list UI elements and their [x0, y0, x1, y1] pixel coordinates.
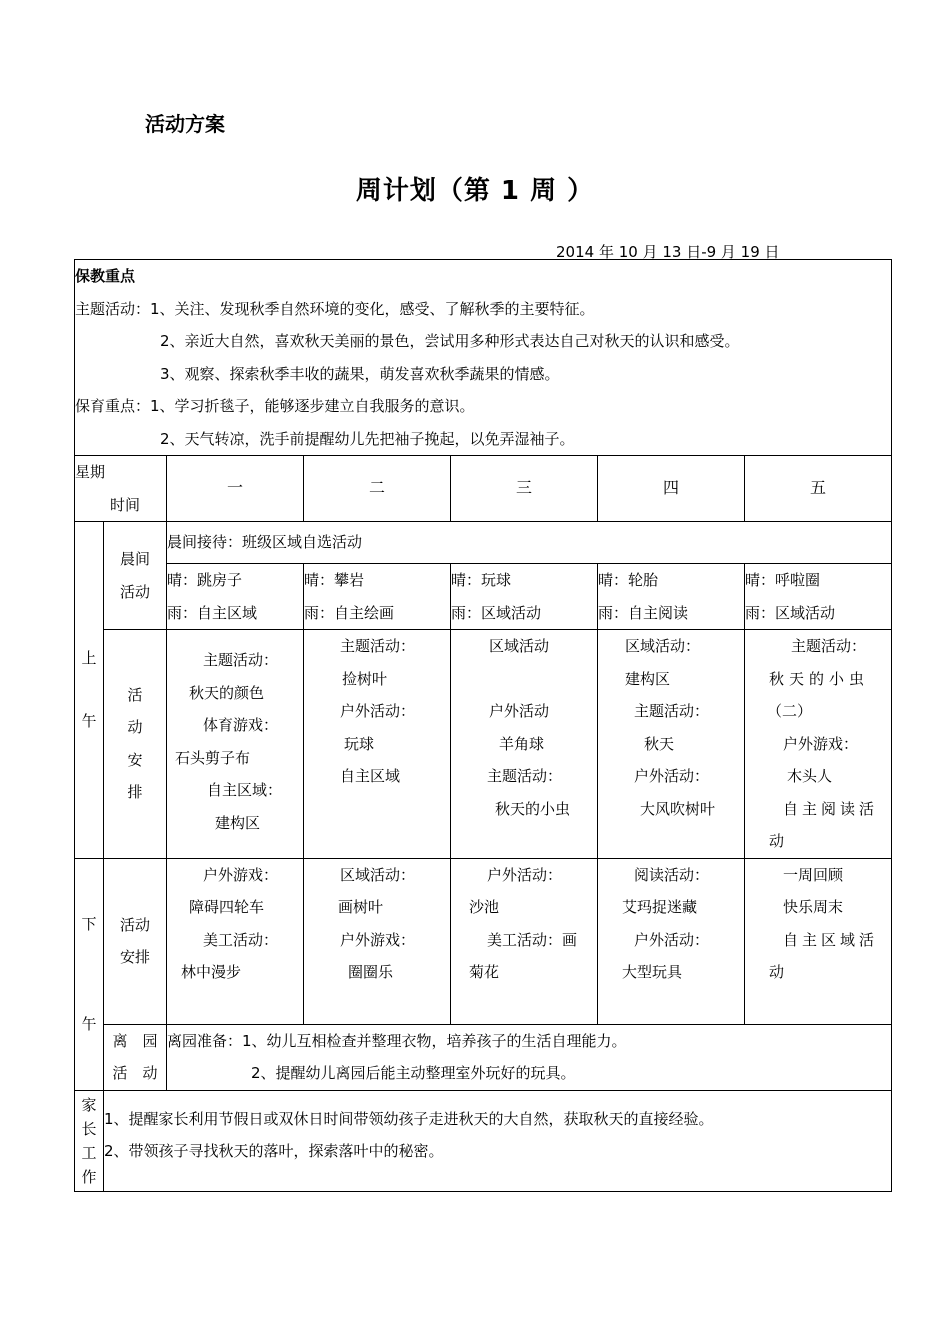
sunny-activity: 晴：玩球	[451, 571, 512, 589]
rainy-activity: 雨：自主区域	[167, 603, 258, 622]
arr-line: 圈圈乐	[348, 963, 394, 981]
arr-line: 动	[769, 832, 785, 850]
arr-line: 艾玛捉迷藏	[622, 898, 698, 916]
arr-line: 建构区	[625, 669, 671, 688]
early-label-line: 活动	[119, 582, 150, 601]
day-tuesday: 二	[304, 456, 451, 522]
arr-line: 区域活动：	[340, 865, 416, 884]
arr-line: 大型玩具	[622, 963, 683, 981]
morning-arrangement-row	[75, 630, 892, 859]
leave-row	[75, 1024, 892, 1090]
morning-arrangement-mon	[167, 630, 304, 859]
rainy-activity: 雨：区域活动	[745, 603, 836, 622]
arr-line: 自主区域活	[783, 930, 879, 949]
morning-arrangement-label	[104, 630, 167, 859]
theme-label: 主题活动：	[75, 299, 151, 318]
arr-line: 主题活动：	[487, 767, 563, 785]
rainy-activity: 雨：自主绘画	[304, 603, 395, 622]
sunny-activity: 晴：呼啦圈	[745, 571, 821, 589]
arr-line: 自主区域：	[207, 781, 283, 799]
morning-char: 午	[81, 711, 97, 730]
document-label: 活动方案	[145, 112, 225, 136]
focus-heading: 保教重点	[75, 267, 136, 285]
arr-line: 户外活动：	[634, 930, 710, 949]
weather-cell	[167, 564, 304, 630]
arr-line: 主题活动：	[634, 702, 710, 720]
arr-line: 菊花	[469, 963, 500, 981]
arr-label-char: 活	[127, 685, 143, 704]
arr-line: 区域活动：	[625, 637, 701, 655]
arr-line	[451, 663, 597, 696]
reception-row	[75, 522, 892, 564]
morning-arrangement-fri	[745, 630, 892, 859]
arr-line: 沙池	[469, 898, 500, 916]
arr-line: 户外游戏：	[340, 930, 416, 949]
leave-item: 2、提醒幼儿离园后能主动整理室外玩好的玩具。	[251, 1064, 576, 1082]
leave-content	[167, 1024, 892, 1090]
arr-line: 主题活动：	[340, 637, 416, 655]
parents-content	[104, 1090, 892, 1191]
arr-line: 木头人	[787, 767, 833, 785]
arr-line: 户外活动：	[634, 767, 710, 785]
parents-item: 2、带领孩子寻找秋天的落叶，探索落叶中的秘密。	[104, 1142, 444, 1160]
arr-line: 捡树叶	[342, 669, 388, 688]
morning-arrangement-tue	[304, 630, 451, 859]
arr-line: 户外活动	[489, 702, 550, 720]
arr-line: 主题活动：	[203, 651, 279, 669]
arr-label-line: 安排	[119, 948, 150, 966]
afternoon-arrangement-row	[75, 858, 892, 1024]
leave-label-line: 活 动	[112, 1064, 158, 1082]
parents-row	[75, 1090, 892, 1191]
parents-item: 1、提醒家长利用节假日或双休日时间带领幼孩子走进秋天的大自然，获取秋天的直接经验。	[104, 1109, 714, 1128]
arr-line: 秋天的颜色	[189, 683, 265, 702]
arr-label-char: 安	[127, 750, 143, 769]
morning-char: 上	[81, 649, 97, 668]
weather-cell	[304, 564, 451, 630]
care-line-2: 2、天气转凉，洗手前提醒幼儿先把袖子挽起，以免弄湿袖子。	[160, 429, 575, 448]
weather-row	[75, 564, 892, 630]
arr-line: 户外活动：	[340, 702, 416, 720]
page-title: 周计划（第 1 周 ）	[355, 176, 595, 206]
early-label-line: 晨间	[119, 550, 150, 568]
arr-line: 石头剪子布	[175, 748, 251, 767]
morning-label	[75, 522, 104, 859]
afternoon-char: 下	[81, 914, 97, 933]
arr-line: 林中漫步	[181, 963, 242, 981]
care-item: 1、学习折毯子，能够逐步建立自我服务的意识。	[150, 397, 475, 415]
arr-line: 羊角球	[499, 734, 545, 753]
sunny-activity: 晴：轮胎	[598, 571, 659, 589]
weather-cell	[598, 564, 745, 630]
arr-line: 秋天	[644, 734, 675, 753]
arr-line: 建构区	[215, 813, 261, 832]
arr-line: 障碍四轮车	[189, 898, 265, 916]
rainy-activity: 雨：自主阅读	[598, 603, 689, 622]
afternoon-arrangement-tue	[304, 858, 451, 1024]
focus-row	[75, 260, 892, 456]
day-wednesday: 三	[451, 456, 598, 522]
arr-line: 大风吹树叶	[640, 799, 716, 818]
parents-char: 长	[81, 1119, 97, 1138]
rainy-activity: 雨：区域活动	[451, 603, 542, 622]
arr-line: 画树叶	[338, 898, 384, 916]
weekly-plan-table	[74, 259, 892, 1192]
arr-line: 户外游戏：	[783, 734, 859, 753]
theme-line-1	[75, 293, 891, 326]
parents-char: 家	[81, 1095, 97, 1114]
day-monday: 一	[167, 456, 304, 522]
arr-line: 玩球	[344, 734, 375, 753]
care-line-1	[75, 390, 891, 423]
date-range: 2014 年 10 月 13 日-9 月 19 日	[556, 243, 780, 261]
arr-line: 自主区域	[340, 767, 401, 785]
afternoon-char: 午	[81, 1015, 97, 1033]
afternoon-arrangement-thu	[598, 858, 745, 1024]
early-activity-label	[104, 522, 167, 630]
header-row	[75, 456, 892, 522]
parents-char: 作	[81, 1167, 97, 1186]
parents-label	[75, 1090, 104, 1191]
arr-line: 体育游戏：	[203, 716, 279, 734]
arr-line: （二）	[767, 702, 813, 720]
afternoon-arrangement-mon	[167, 858, 304, 1024]
theme-line-3: 3、观察、探索秋季丰收的蔬果，萌发喜欢秋季蔬果的情感。	[160, 364, 560, 383]
weather-cell	[451, 564, 598, 630]
arr-line: 主题活动：	[791, 637, 867, 655]
theme-line-2: 2、亲近大自然，喜欢秋天美丽的景色，尝试用多种形式表达自己对秋天的认识和感受。	[160, 332, 740, 350]
day-thursday: 四	[598, 456, 745, 522]
arr-line: 动	[769, 963, 785, 981]
morning-arrangement-thu	[598, 630, 745, 859]
leave-label-line: 离 园	[112, 1031, 158, 1050]
afternoon-arrangement-fri	[745, 858, 892, 1024]
arr-label-line: 活动	[119, 915, 150, 934]
arr-line: 秋天的小虫	[495, 799, 571, 818]
parents-char: 工	[81, 1143, 97, 1162]
time-label: 时间	[110, 495, 141, 514]
reception-text: 晨间接待：班级区域自选活动	[167, 522, 892, 564]
day-friday: 五	[745, 456, 892, 522]
afternoon-label	[75, 858, 104, 1090]
morning-arrangement-wed	[451, 630, 598, 859]
arr-line: 阅读活动：	[634, 865, 710, 884]
arr-line: 美工活动：画	[487, 930, 578, 949]
arr-line: 自主阅读活	[783, 799, 879, 818]
arr-line: 快乐周末	[783, 898, 844, 916]
leave-label	[104, 1024, 167, 1090]
afternoon-arrangement-label	[104, 858, 167, 1024]
arr-line: 区域活动	[489, 637, 550, 655]
theme-item: 1、关注、发现秋季自然环境的变化，感受、了解秋季的主要特征。	[150, 299, 595, 318]
arr-line: 美工活动：	[203, 930, 279, 949]
sunny-activity: 晴：攀岩	[304, 571, 365, 589]
focus-section	[75, 260, 892, 456]
arr-label-char: 动	[127, 718, 143, 737]
arr-line: 户外游戏：	[203, 865, 279, 884]
week-label: 星期	[75, 463, 106, 481]
sunny-activity: 晴：跳房子	[167, 571, 243, 589]
arr-line: 秋天的小虫	[769, 669, 870, 688]
week-time-header	[75, 456, 167, 522]
care-label: 保育重点：	[75, 397, 151, 415]
weather-cell	[745, 564, 892, 630]
leave-item: 离园准备：1、幼儿互相检查并整理衣物，培养孩子的生活自理能力。	[167, 1031, 627, 1050]
arr-label-char: 排	[127, 783, 143, 802]
afternoon-arrangement-wed	[451, 858, 598, 1024]
arr-line: 一周回顾	[783, 865, 844, 884]
arr-line: 户外活动：	[487, 865, 563, 884]
